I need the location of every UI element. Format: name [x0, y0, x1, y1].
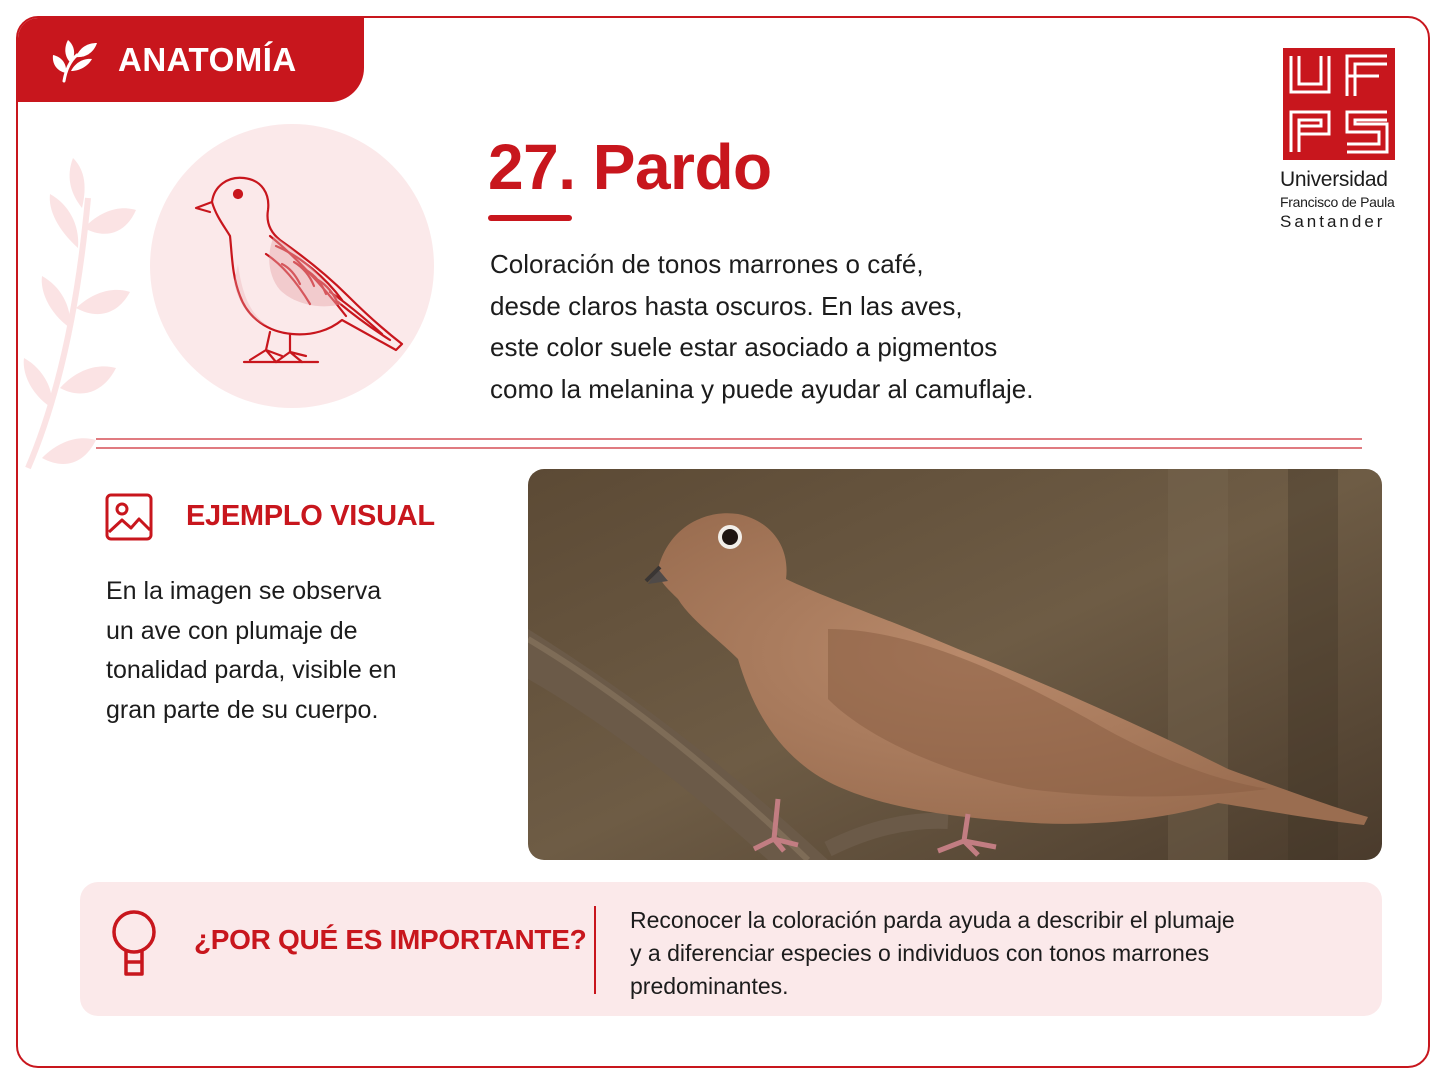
- description-line: Coloración de tonos marrones o café,: [490, 249, 924, 279]
- section-tag: [18, 18, 364, 102]
- bird-illustration: [150, 124, 434, 408]
- visual-example-line: tonalidad parda, visible en: [106, 656, 397, 684]
- dove-drawing-icon: [170, 144, 414, 388]
- section-tag-label: ANATOMÍA: [118, 41, 297, 78]
- importance-box: [80, 882, 1382, 1016]
- logo-text-university: Universidad: [1280, 168, 1388, 191]
- visual-example-heading: EJEMPLO VISUAL: [186, 500, 435, 532]
- image-icon: [104, 492, 154, 542]
- description-line: desde claros hasta oscuros. En las aves,: [490, 290, 963, 321]
- info-card: [16, 16, 1430, 1068]
- leaf-decoration: [18, 138, 148, 478]
- importance-heading: ¿POR QUÉ ES IMPORTANTE?: [194, 924, 587, 955]
- description-line: como la melanina y puede ayudar al camuflaje.: [490, 373, 1034, 404]
- logo-text-name: Francisco de Paula: [1280, 194, 1395, 210]
- university-logo: [1280, 48, 1400, 232]
- importance-separator: [594, 906, 596, 994]
- importance-line: predominantes.: [630, 973, 789, 999]
- bird-photo: [528, 469, 1382, 860]
- magnifier-icon: [108, 908, 160, 980]
- importance-text: [630, 904, 1330, 1003]
- visual-example-text: [106, 572, 446, 730]
- dove-photo-icon: [528, 469, 1382, 860]
- leaves-icon: [50, 35, 100, 85]
- importance-line: y a diferenciar especies o individuos con tonos marrones: [630, 940, 1210, 966]
- section-divider-top: [96, 438, 1362, 440]
- section-divider-bottom: [96, 447, 1362, 449]
- visual-example-line: un ave con plumaje de: [106, 616, 358, 645]
- page-title: 27. Pardo: [488, 131, 772, 203]
- importance-line: Reconocer la coloración parda ayuda a describir el plumaje: [630, 907, 1235, 933]
- description: [490, 244, 1110, 410]
- title-underline: [488, 215, 572, 221]
- ufps-logo-icon: [1283, 48, 1395, 160]
- visual-example-line: En la imagen se observa: [106, 577, 382, 605]
- description-line: este color suele estar asociado a pigmentos: [490, 332, 998, 362]
- visual-example-line: gran parte de su cuerpo.: [106, 695, 379, 724]
- logo-text-place: Santander: [1280, 212, 1386, 231]
